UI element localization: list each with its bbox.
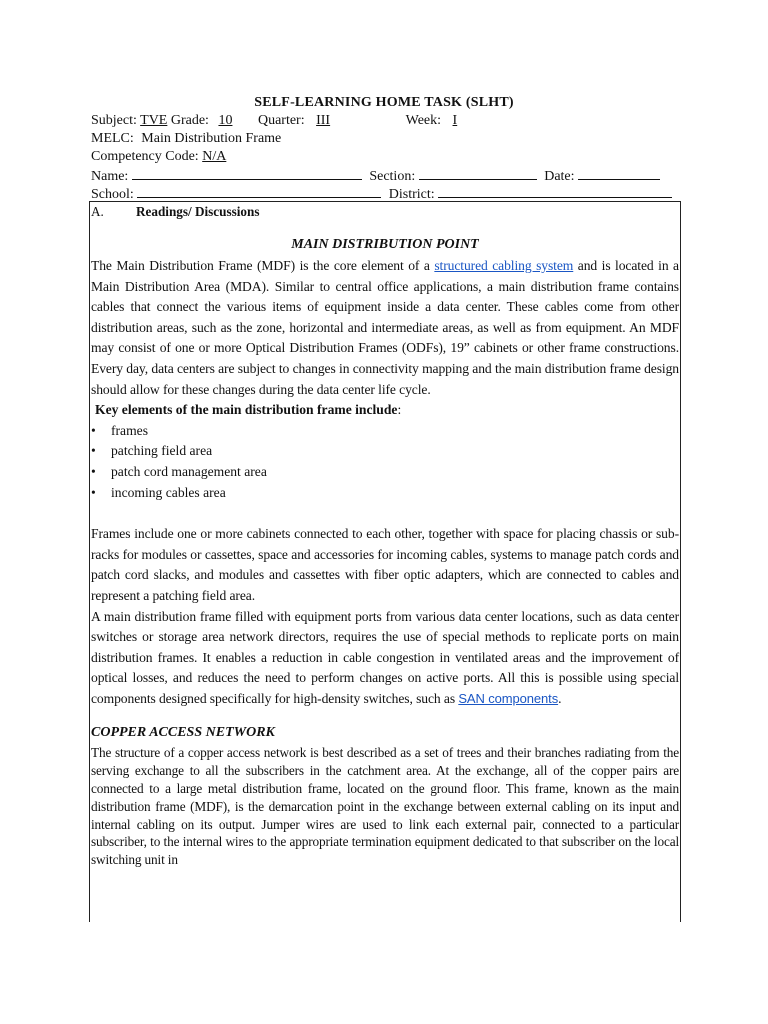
mdp-paragraph-2: Frames include one or more cabinets connected to each other, together with space for placing chassis or sub-racks for modules or cassettes, space and accessories for incoming cables, systems to manage patch cords and patch cord slacks, and modules and cassettes with fiber optic adapters, which are connected to cables and represent a patching field area. bbox=[91, 526, 679, 603]
week-value: I bbox=[452, 113, 458, 128]
section-blank[interactable] bbox=[419, 166, 537, 180]
list-item-text: patching field area bbox=[111, 443, 213, 459]
san-components-link[interactable]: SAN components bbox=[458, 690, 559, 706]
quarter-label: Quarter: bbox=[257, 113, 305, 128]
date-blank[interactable] bbox=[578, 166, 660, 180]
document-title: SELF-LEARNING HOME TASK (SLHT) bbox=[254, 95, 514, 110]
section-a-title: Readings/ Discussions bbox=[136, 204, 260, 219]
school-blank[interactable] bbox=[137, 184, 381, 198]
bullet-icon: • bbox=[91, 422, 96, 438]
melc-label: MELC: bbox=[91, 131, 134, 146]
key-elements-list bbox=[91, 421, 679, 503]
district-blank[interactable] bbox=[438, 184, 672, 198]
competency-row bbox=[91, 148, 226, 166]
name-row bbox=[91, 166, 660, 186]
mdp-p1-text-a: The Main Distribution Frame (MDF) is the core element of a bbox=[91, 258, 435, 273]
subject-value: TVE bbox=[140, 113, 168, 128]
mdp-p1-text-b: and is located in a Main Distribution Area (MDA). Similar to central office applications, a main distribution frame contains cables that connect the various items of equipment inside a data center. These cables come from other distribution areas, such as the zone, horizontal and intermediate areas, as well as from equipment. An MDF may consist of one or more Optical Distribution Frames (ODFs), 19” cabinets or other frame constructions. Every day, data centers are subject to changes in connectivity mapping and the main distribution frame design should allow for these changes during the data center life cycle. bbox=[91, 258, 679, 397]
mdp-heading: MAIN DISTRIBUTION POINT bbox=[291, 237, 479, 252]
competency-label: Competency Code: bbox=[91, 149, 199, 164]
list-item bbox=[91, 441, 679, 462]
mdp-p3-text-a: A main distribution frame filled with equipment ports from various data center locations, such as data center switches or storage area network directors, requires the use of special methods to replicate ports on main distribution frames. It enables a reduction in cable congestion in ventilated areas and the improvement of optical losses, and reduces the need to perform changes on active ports. All this is possible using special components designed specifically for high-density switches, such as bbox=[91, 608, 679, 706]
key-elements-text: Key elements of the main distribution frame include bbox=[95, 402, 398, 418]
melc-row bbox=[91, 130, 281, 148]
name-blank[interactable] bbox=[132, 166, 362, 180]
list-item-text: incoming cables area bbox=[111, 484, 226, 500]
bullet-icon: • bbox=[91, 443, 96, 459]
structured-cabling-link[interactable]: structured cabling system bbox=[434, 258, 574, 273]
section-a-header bbox=[91, 202, 679, 222]
competency-value: N/A bbox=[202, 149, 227, 164]
bullet-icon: • bbox=[91, 484, 96, 500]
section-a-letter: A. bbox=[91, 204, 104, 219]
date-label: Date: bbox=[544, 169, 575, 184]
list-item bbox=[91, 421, 679, 442]
spacer bbox=[91, 503, 679, 524]
quarter-value: III bbox=[316, 113, 331, 128]
list-item bbox=[91, 462, 679, 483]
district-label: District: bbox=[388, 187, 435, 202]
can-paragraph-1: The structure of a copper access network is best described as a set of trees and their branches radiating from the serving exchange to all the subscribers in the catchment area. At the exchange, all of the copper pairs are connected to a large metal distribution frame, located on the ground floor. This frame, known as the main distribution frame (MDF), is the demarcation point in the exchange between external cabling on its input and internal cabling on its output. Jumper wires are used to link each external pair, connected to a particular subscriber, to the internal wires to the appropriate termination equipment dedicated to that subscriber on the local switching unit in bbox=[91, 745, 679, 868]
name-label: Name: bbox=[91, 169, 129, 184]
melc-value: Main Distribution Frame bbox=[141, 131, 282, 146]
list-item-text: patch cord management area bbox=[111, 463, 267, 479]
week-label: Week: bbox=[405, 113, 442, 128]
list-item-text: frames bbox=[111, 422, 148, 438]
school-label: School: bbox=[91, 187, 134, 202]
grade-label: Grade: bbox=[170, 113, 209, 128]
mdp-paragraph-1 bbox=[91, 256, 679, 400]
mdp-paragraph-3 bbox=[91, 607, 679, 710]
subject-row bbox=[91, 112, 463, 130]
list-item bbox=[91, 483, 679, 504]
mdp-p3-text-b: . bbox=[558, 690, 562, 706]
subject-label: Subject: bbox=[91, 113, 137, 128]
can-heading: COPPER ACCESS NETWORK bbox=[91, 725, 275, 741]
grade-value: 10 bbox=[218, 113, 233, 128]
key-elements-colon: : bbox=[397, 402, 402, 418]
bullet-icon: • bbox=[91, 463, 96, 479]
key-elements-label bbox=[91, 400, 679, 421]
section-label: Section: bbox=[369, 169, 416, 184]
content-box bbox=[89, 201, 681, 922]
